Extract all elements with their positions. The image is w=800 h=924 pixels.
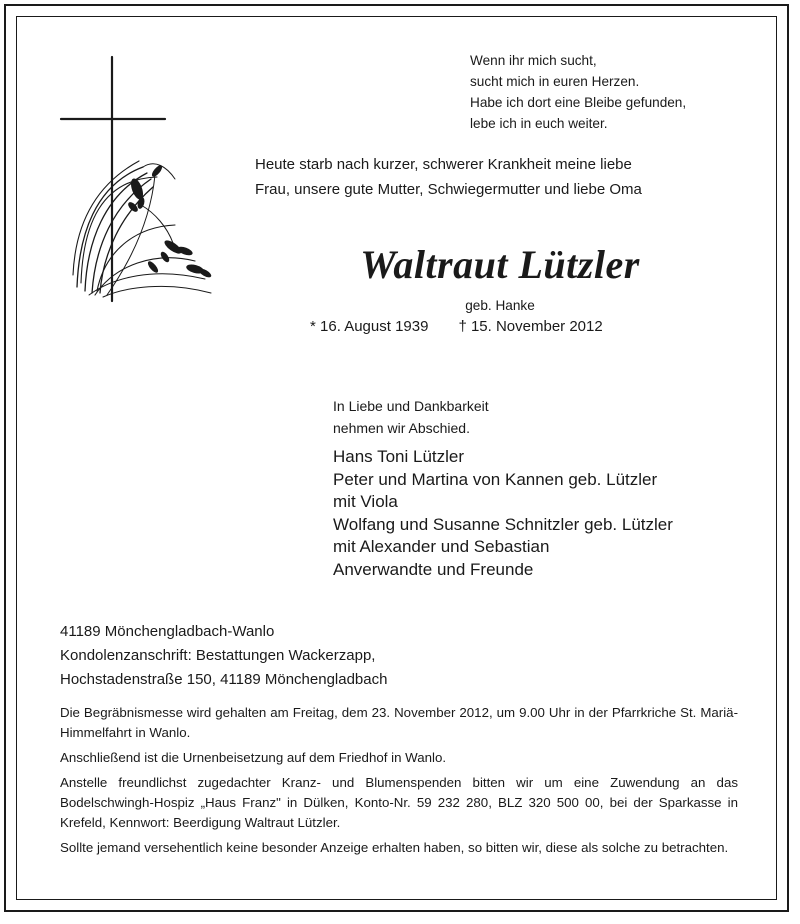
condolence-address	[60, 620, 387, 692]
memorial-poem	[470, 50, 770, 134]
mourners-list	[333, 446, 673, 582]
mourner-line: mit Viola	[333, 492, 398, 512]
address-line: Kondolenzanschrift: Bestattungen Wackerzapp,	[60, 647, 376, 664]
deceased-name: Waltraut Lützler	[360, 242, 640, 287]
mourner-line: Peter und Martina von Kannen geb. Lützler	[333, 469, 658, 489]
farewell-line: In Liebe und Dankbarkeit	[333, 398, 489, 414]
birth-date: * 16. August 1939	[310, 318, 429, 335]
poem-line: Habe ich dort eine Bleibe gefunden,	[470, 95, 687, 110]
donation-note: Anstelle freundlichst zugedachter Kranz- und Blumenspenden bitten wir um eine Zuwendung an das Bodelschwingh-Hospiz „Haus Franz" in Dülken, Konto-Nr. 59 232 280, BLZ 320 500 00, bei der Sparkasse in Krefeld, Kennwort: Beerdigung Waltraut Lützler.	[60, 775, 738, 830]
mourner-line: mit Alexander und Sebastian	[333, 537, 550, 557]
cross-with-wheat-icon	[55, 55, 215, 305]
mourner-line: Hans Toni Lützler	[333, 447, 465, 466]
poem-line: Wenn ihr mich sucht,	[470, 53, 597, 68]
notice-note: Sollte jemand versehentlich keine besonder Anzeige erhalten haben, so bitten wir, diese als solche zu betrachten.	[60, 840, 729, 855]
life-dates	[310, 318, 603, 335]
intro-line: Frau, unsere gute Mutter, Schwiegermutter und liebe Oma	[255, 181, 642, 198]
funeral-mass-note: Die Begräbnismesse wird gehalten am Freitag, dem 23. November 2012, um 9.00 Uhr in der Pfarrkriche St. Mariä-Himmelfahrt in Wanlo.	[60, 705, 738, 740]
death-date: † 15. November 2012	[458, 318, 603, 335]
farewell-line: nehmen wir Abschied.	[333, 420, 470, 436]
address-line: 41189 Mönchengladbach-Wanlo	[60, 623, 275, 640]
address-line: Hochstadenstraße 150, 41189 Mönchengladbach	[60, 671, 388, 688]
mourner-line: Wolfang und Susanne Schnitzler geb. Lützler	[333, 514, 673, 534]
maiden-name: geb. Hanke	[465, 298, 535, 313]
mourner-line: Anverwandte und Freunde	[333, 559, 534, 579]
funeral-notes	[60, 703, 738, 863]
farewell-text	[333, 395, 489, 439]
poem-line: sucht mich in euren Herzen.	[470, 74, 640, 89]
poem-line: lebe ich in euch weiter.	[470, 116, 608, 131]
burial-note: Anschließend ist die Urnenbeisetzung auf dem Friedhof in Wanlo.	[60, 750, 447, 765]
intro-line: Heute starb nach kurzer, schwerer Krankheit meine liebe	[255, 156, 632, 173]
announcement-intro	[255, 152, 740, 202]
